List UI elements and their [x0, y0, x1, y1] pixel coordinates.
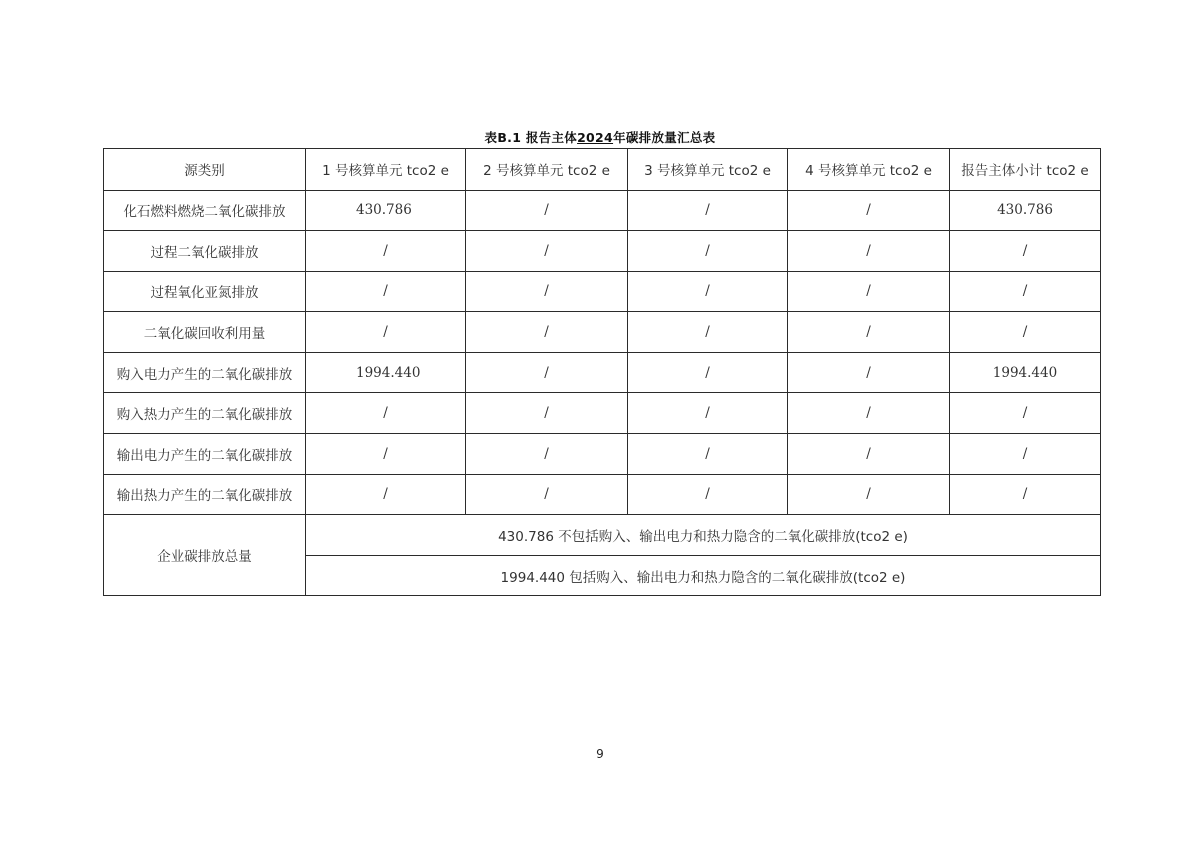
cell-unit-3: /: [628, 434, 788, 475]
total-label: 企业碳排放总量: [104, 515, 306, 596]
cell-unit-4: /: [788, 271, 950, 312]
total-row-excluding: [104, 515, 1101, 556]
cell-unit-1: /: [306, 271, 466, 312]
cell-subtotal: /: [950, 434, 1101, 475]
caption-suffix: 年碳排放量汇总表: [613, 130, 716, 145]
table-row: [104, 190, 1101, 231]
cell-unit-2: /: [466, 312, 628, 353]
total-including-indirect: 1994.440 包括购入、输出电力和热力隐含的二氧化碳排放(tco2 e): [306, 555, 1101, 596]
cell-unit-3: /: [628, 271, 788, 312]
cell-unit-3: /: [628, 393, 788, 434]
cell-unit-1: /: [306, 231, 466, 272]
cell-unit-2: /: [466, 434, 628, 475]
cell-unit-3: /: [628, 190, 788, 231]
row-label: 输出电力产生的二氧化碳排放: [104, 434, 306, 475]
header-source-category: 源类别: [104, 149, 306, 191]
cell-subtotal: /: [950, 271, 1101, 312]
table-row: [104, 271, 1101, 312]
cell-unit-1: 1994.440: [306, 352, 466, 393]
cell-unit-3: /: [628, 474, 788, 515]
row-label: 购入电力产生的二氧化碳排放: [104, 352, 306, 393]
cell-unit-3: /: [628, 352, 788, 393]
header-unit-3: 3 号核算单元 tco2 e: [628, 149, 788, 191]
row-label: 化石燃料燃烧二氧化碳排放: [104, 190, 306, 231]
page-number: 9: [596, 747, 604, 761]
row-label: 二氧化碳回收利用量: [104, 312, 306, 353]
cell-subtotal: /: [950, 312, 1101, 353]
table-header-row: [104, 149, 1101, 191]
emissions-summary-table: [103, 148, 1101, 596]
cell-subtotal: /: [950, 393, 1101, 434]
cell-unit-4: /: [788, 231, 950, 272]
cell-unit-4: /: [788, 434, 950, 475]
cell-subtotal: 430.786: [950, 190, 1101, 231]
header-unit-1: 1 号核算单元 tco2 e: [306, 149, 466, 191]
table-row: [104, 434, 1101, 475]
cell-unit-3: /: [628, 231, 788, 272]
row-label: 输出热力产生的二氧化碳排放: [104, 474, 306, 515]
cell-unit-2: /: [466, 393, 628, 434]
table-caption: [0, 128, 1200, 146]
cell-subtotal: /: [950, 231, 1101, 272]
row-label: 购入热力产生的二氧化碳排放: [104, 393, 306, 434]
header-unit-4: 4 号核算单元 tco2 e: [788, 149, 950, 191]
table-row: [104, 312, 1101, 353]
cell-unit-2: /: [466, 474, 628, 515]
caption-year: 2024: [577, 130, 614, 145]
cell-unit-1: /: [306, 474, 466, 515]
table-row: [104, 474, 1101, 515]
row-label: 过程氧化亚氮排放: [104, 271, 306, 312]
cell-unit-4: /: [788, 312, 950, 353]
cell-unit-2: /: [466, 352, 628, 393]
cell-unit-2: /: [466, 271, 628, 312]
cell-unit-2: /: [466, 231, 628, 272]
table-row: [104, 352, 1101, 393]
cell-unit-1: 430.786: [306, 190, 466, 231]
header-unit-2: 2 号核算单元 tco2 e: [466, 149, 628, 191]
cell-unit-2: /: [466, 190, 628, 231]
cell-subtotal: /: [950, 474, 1101, 515]
cell-subtotal: 1994.440: [950, 352, 1101, 393]
header-subtotal: 报告主体小计 tco2 e: [950, 149, 1101, 191]
table-row: [104, 393, 1101, 434]
caption-prefix: 表B.1 报告主体: [484, 130, 578, 145]
table-row: [104, 231, 1101, 272]
cell-unit-1: /: [306, 312, 466, 353]
cell-unit-3: /: [628, 312, 788, 353]
cell-unit-1: /: [306, 393, 466, 434]
cell-unit-4: /: [788, 190, 950, 231]
row-label: 过程二氧化碳排放: [104, 231, 306, 272]
total-excluding-indirect: 430.786 不包括购入、输出电力和热力隐含的二氧化碳排放(tco2 e): [306, 515, 1101, 556]
cell-unit-4: /: [788, 393, 950, 434]
cell-unit-1: /: [306, 434, 466, 475]
cell-unit-4: /: [788, 352, 950, 393]
cell-unit-4: /: [788, 474, 950, 515]
